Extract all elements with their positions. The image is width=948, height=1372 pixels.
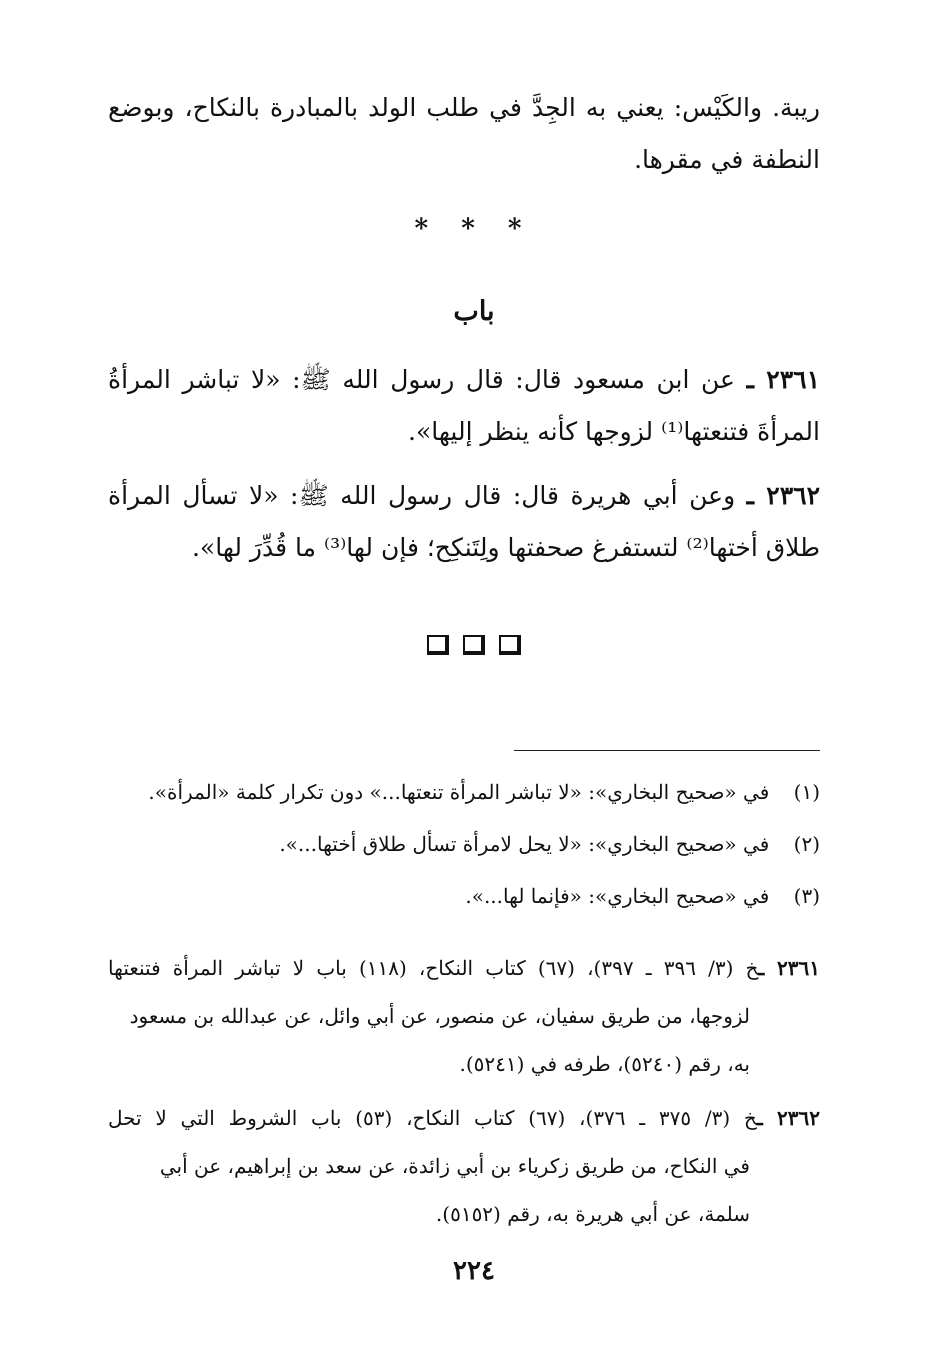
takhrij-number: ٢٣٦١ ـ — [758, 956, 820, 980]
takhrij-number: ٢٣٦٢ ـ — [756, 1106, 820, 1130]
square-ornament-icon — [427, 635, 449, 655]
intro-text: ريبة. والكَيْس: يعني به الجِدَّ في طلب الولد بالمبادرة بالنكاح، وبوضع النطفة في مقرها. — [108, 93, 820, 174]
takhrij-continuation: لزوجها، من طريق سفيان، عن منصور، عن أبي وائل، عن عبدالله بن مسعود به، رقم (٥٢٤٠)، طرفه في (٥٢٤١). — [129, 1004, 750, 1076]
footnote-number: (٣) — [793, 884, 820, 908]
footnote-number: (١) — [793, 780, 820, 804]
takhrij-2361 — [108, 944, 820, 1088]
footnote-text: في «صحيح البخاري»: «لا يحل لامرأة تسأل طلاق أختها...». — [279, 832, 770, 856]
takhrij-first-line — [108, 944, 820, 992]
footnote-number: (٢) — [793, 832, 820, 856]
chapter-title: باب — [453, 296, 495, 327]
hadith-number: ٢٣٦١ ـ — [746, 365, 820, 394]
hadith-2361 — [108, 354, 820, 458]
intro-paragraph — [108, 82, 820, 186]
page-number: ٢٢٤ — [453, 1256, 495, 1286]
hadith-number: ٢٣٦٢ ـ — [746, 481, 820, 510]
footnote-item — [108, 818, 820, 870]
footnote-item — [108, 870, 820, 922]
footnote-item — [108, 766, 820, 818]
footnote-divider — [514, 750, 820, 751]
takhrij-first-line — [108, 1094, 820, 1142]
takhrij-continuation: في النكاح، من طريق زكرياء بن أبي زائدة، عن سعد بن إبراهيم، عن أبي سلمة، عن أبي هريرة به، رقم (٥١٥٢). — [159, 1154, 750, 1226]
footnote-text: في «صحيح البخاري»: «فإنما لها...». — [465, 884, 770, 908]
takhrij-2362 — [108, 1094, 820, 1238]
hadith-text: وعن أبي هريرة قال: قال رسول الله ﷺ: «لا تسأل المرأة طلاق أختها⁽²⁾ لتستفرغ صحفتها ولِتَنكِح؛ فإن لها⁽³⁾ ما قُدِّرَ لها». — [108, 481, 820, 562]
footnotes-list — [108, 766, 820, 922]
hadith-2362 — [108, 470, 820, 574]
hadith-text: عن ابن مسعود قال: قال رسول الله ﷺ: «لا تباشر المرأةُ المرأةَ فتنعتها⁽¹⁾ لزوجها كأنه ينظر إليها». — [108, 365, 820, 446]
takhrij-source: خ (٣/ ٣٧٥ ـ ٣٧٦)، (٦٧) كتاب النكاح، (٥٣) باب الشروط التي لا تحل — [108, 1106, 757, 1130]
takhrij-source: خ (٣/ ٣٩٦ ـ ٣٩٧)، (٦٧) كتاب النكاح، (١١٨) باب لا تباشر المرأة فتنعتها — [108, 956, 759, 980]
square-ornament-icon — [499, 635, 521, 655]
footnote-text: في «صحيح البخاري»: «لا تباشر المرأة تنعتها...» دون تكرار كلمة «المرأة». — [148, 780, 770, 804]
section-separator: * * * — [414, 214, 534, 244]
square-ornament-icon — [463, 635, 485, 655]
end-ornament — [0, 635, 948, 655]
